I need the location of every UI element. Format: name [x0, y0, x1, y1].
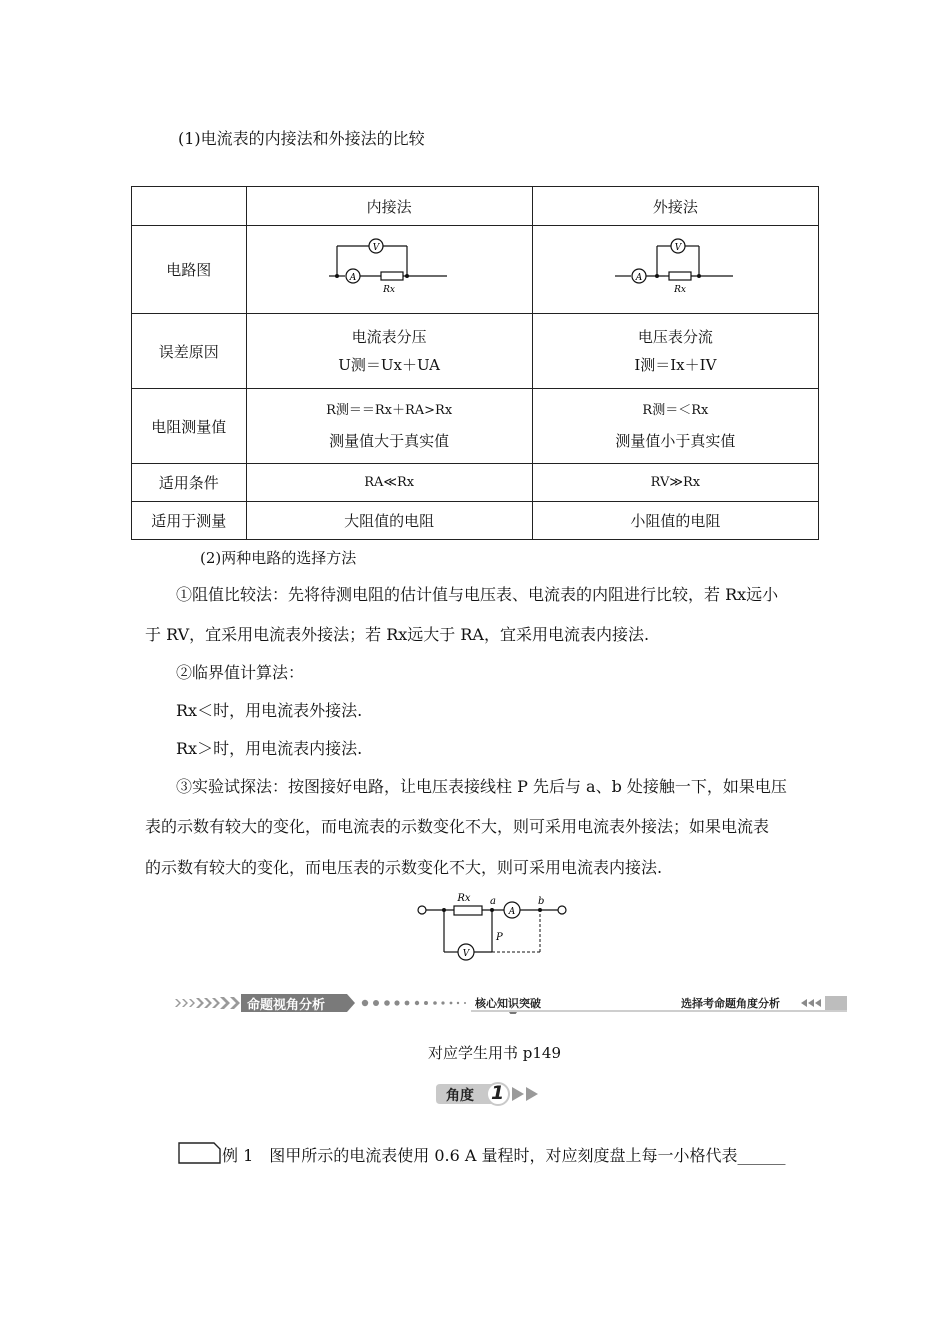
inner-measured-conclusion: 测量值大于真实值 [329, 432, 450, 450]
row-label-condition: 适用条件 [132, 464, 247, 502]
inner-circuit-diagram [329, 238, 449, 298]
voltmeter-label: V [462, 949, 470, 959]
outer-usage: 小阻值的电阻 [532, 502, 818, 540]
left-terminal-icon [418, 906, 426, 914]
resistor-label: Rx [674, 284, 687, 295]
reference-text: 对应学生用书 p149 [428, 1044, 562, 1062]
method3-line1: ③实验试探法：按图接好电路，让电压表接线柱 P 先后与 a、b 处接触一下，如果电压 [176, 777, 787, 796]
rewind-icon [801, 999, 821, 1007]
voltmeter-label: V [372, 242, 380, 253]
row-label-usage: 适用于测量 [132, 502, 247, 540]
row-label-circuit: 电路图 [132, 226, 247, 314]
terminal-p-label: P [496, 932, 503, 943]
table-row-error [132, 314, 819, 389]
trial-circuit-diagram [414, 890, 574, 964]
node-a-label: a [490, 896, 496, 907]
row-label-error: 误差原因 [132, 314, 247, 389]
table-row-circuit [132, 226, 819, 314]
method3-line2: 表的示数有较大的变化，而电流表的示数变化不大，则可采用电流表外接法；如果电流表 [145, 817, 770, 836]
inner-error-cell [246, 314, 532, 389]
banner-center-label: 核心知识突破 [475, 997, 541, 1010]
outer-measured-formula: R测＝＜Rx [642, 403, 709, 418]
ammeter-label: A [508, 907, 516, 917]
table-row-condition [132, 464, 819, 502]
inner-error-reason: 电流表分压 [351, 328, 427, 346]
outer-error-reason: 电压表分流 [637, 328, 713, 346]
banner-right-label: 选择考命题角度分析 [681, 997, 780, 1010]
method2-title: ②临界值计算法： [176, 663, 305, 682]
double-chevron-icon [175, 997, 240, 1009]
angle-badge-number: 1 [491, 1082, 505, 1104]
table-row-usage [132, 502, 819, 540]
node-b-label: b [538, 896, 545, 907]
resistor-label: Rx [457, 893, 471, 904]
section-title-2: (2)两种电路的选择方法 [200, 549, 357, 567]
method1-line1: ①阻值比较法：先将待测电阻的估计值与电压表、电流表的内阻进行比较，若 Rx远小 [176, 585, 779, 604]
table-header-row [132, 187, 819, 226]
inner-measured-formula: R测＝＝Rx＋RA>Rx [326, 403, 453, 418]
comparison-table [131, 186, 819, 540]
ammeter-label: A [636, 272, 643, 283]
method1-line2: 于 RV，宜采用电流表外接法；若 Rx远大于 RA，宜采用电流表内接法. [145, 625, 650, 644]
resistor-icon [669, 272, 691, 280]
resistor-label: Rx [383, 284, 396, 295]
section-banner [175, 992, 847, 1014]
ammeter-label: A [349, 272, 357, 283]
outer-error-formula: I测＝Ix＋IV [634, 356, 717, 374]
outer-error-cell [532, 314, 818, 389]
play-arrow-icon-2 [526, 1087, 538, 1101]
outer-condition: RV≫Rx [532, 464, 818, 502]
inner-circuit-cell [246, 226, 532, 314]
method2-line2: Rx＞时，用电流表内接法. [176, 739, 363, 758]
section-title-1: (1)电流表的内接法和外接法的比较 [178, 129, 425, 148]
outer-circuit-diagram [615, 238, 735, 298]
inner-measured-cell [246, 389, 532, 464]
angle-badge [436, 1082, 546, 1106]
example-marker [178, 1142, 218, 1162]
angle-badge-label: 角度 [446, 1088, 474, 1104]
header-outer: 外接法 [532, 187, 818, 226]
outer-circuit-cell [532, 226, 818, 314]
row-label-measured: 电阻测量值 [132, 389, 247, 464]
example-box-icon [178, 1142, 222, 1164]
method3-line3: 的示数有较大的变化，而电压表的示数变化不大，则可采用电流表内接法. [145, 858, 663, 877]
example-text: 例 1 图甲所示的电流表使用 0.6 A 量程时，对应刻度盘上每一小格代表______ [222, 1146, 786, 1165]
outer-measured-cell [532, 389, 818, 464]
banner-left-label: 命题视角分析 [247, 998, 326, 1013]
table-row-measured [132, 389, 819, 464]
header-inner: 内接法 [246, 187, 532, 226]
inner-condition: RA≪Rx [246, 464, 532, 502]
play-arrow-icon [512, 1087, 524, 1101]
inner-error-formula: U测＝Ux＋UA [338, 356, 441, 374]
table-corner-cell [132, 187, 247, 226]
progress-dots-icon [362, 1000, 466, 1006]
resistor-icon [454, 906, 482, 915]
method2-line1: Rx＜时，用电流表外接法. [176, 701, 363, 720]
inner-usage: 大阻值的电阻 [246, 502, 532, 540]
resistor-icon [381, 272, 403, 280]
right-terminal-icon [558, 906, 566, 914]
voltmeter-label: V [675, 242, 682, 253]
outer-measured-conclusion: 测量值小于真实值 [615, 432, 736, 450]
